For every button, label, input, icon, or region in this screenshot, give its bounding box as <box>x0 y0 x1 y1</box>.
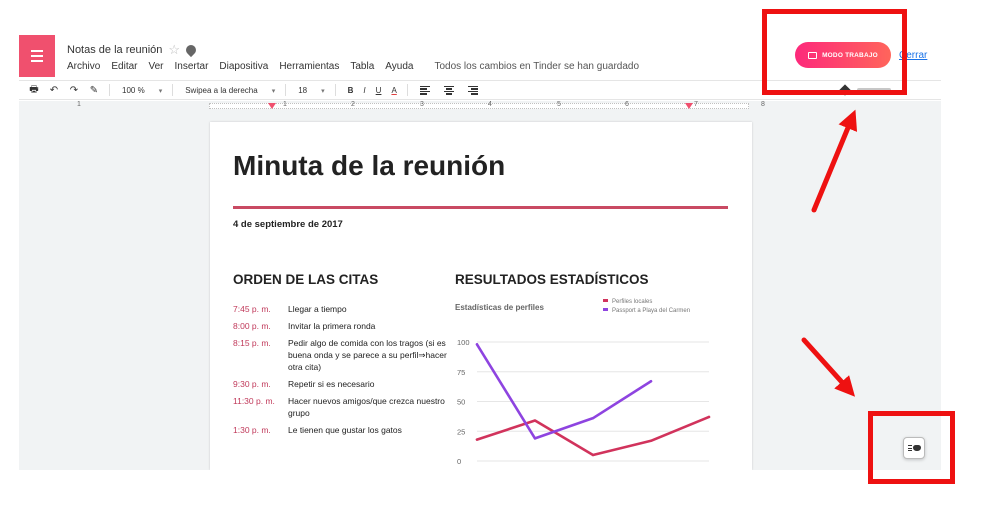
schedule-list <box>233 303 448 441</box>
ruler-number: 4 <box>488 101 492 108</box>
document-title: Minuta de la reunión <box>233 150 506 181</box>
chart-title: Estadísticas de perfiles <box>455 303 544 312</box>
toolbar-divider <box>407 84 408 96</box>
legend-label: Perfiles locales <box>612 299 653 305</box>
document-date: 4 de septiembre de 2017 <box>233 219 343 230</box>
results-heading: RESULTADOS ESTADÍSTICOS <box>455 272 649 287</box>
schedule-time: 11:30 p. m. <box>233 396 275 406</box>
highlight-box-work-mode <box>762 9 907 95</box>
menu-item[interactable]: Editar <box>111 61 138 72</box>
ruler-number: 6 <box>625 101 629 108</box>
toolbar-divider <box>172 84 173 96</box>
legend-label: Passport a Playa del Carmen <box>612 308 691 314</box>
ruler-number: 8 <box>761 101 765 108</box>
title-underline <box>233 206 728 209</box>
ruler-number: 2 <box>351 101 355 108</box>
legend-swatch <box>603 299 608 302</box>
ruler[interactable] <box>19 101 941 111</box>
align-center-icon[interactable] <box>444 86 454 95</box>
schedule-item <box>233 320 448 332</box>
italic-button[interactable]: I <box>363 85 366 95</box>
y-tick-label: 75 <box>457 367 466 377</box>
statistics-chart <box>447 295 717 470</box>
data-point <box>476 343 478 345</box>
legend-swatch <box>603 308 608 311</box>
y-tick-label: 0 <box>457 457 462 466</box>
y-tick-label: 100 <box>457 338 470 347</box>
undo-icon[interactable]: ↶ <box>49 84 59 96</box>
menu-bar-line <box>31 60 43 62</box>
doc-title[interactable]: Notas de la reunión <box>67 44 163 56</box>
series-line <box>477 344 651 438</box>
menu-item[interactable]: Ayuda <box>385 61 414 72</box>
toolbar-divider <box>285 84 286 96</box>
schedule-description: Llegar a tiempo <box>288 304 347 314</box>
schedule-time: 8:00 p. m. <box>233 321 271 331</box>
schedule-item <box>233 395 448 419</box>
y-tick-label: 25 <box>457 427 466 437</box>
ruler-number: 5 <box>557 101 561 108</box>
schedule-item <box>233 424 448 436</box>
schedule-heading: ORDEN DE LAS CITAS <box>233 272 379 287</box>
menu-bar <box>67 61 639 72</box>
toolbar-divider <box>335 84 336 96</box>
zoom-select[interactable] <box>122 86 162 95</box>
schedule-description: Hacer nuevos amigos/que crezca nuestro grupo <box>288 396 445 418</box>
save-status: Todos los cambios en Tinder se han guardado <box>434 61 640 72</box>
schedule-description: Le tienen que gustar los gatos <box>288 425 402 435</box>
ruler-number: 1 <box>283 101 287 108</box>
menu-item[interactable]: Diapositiva <box>219 61 269 72</box>
menu-item[interactable]: Insertar <box>174 61 209 72</box>
menu-bar-line <box>31 55 43 57</box>
style-select[interactable] <box>185 86 275 95</box>
schedule-description: Repetir si es necesario <box>288 379 375 389</box>
data-point <box>650 380 652 382</box>
data-point <box>592 417 594 419</box>
close-link[interactable]: Cerrar <box>899 50 928 61</box>
schedule-time: 7:45 p. m. <box>233 304 271 314</box>
menu-bar-line <box>31 50 43 52</box>
align-left-icon[interactable] <box>420 86 430 95</box>
data-point <box>476 438 478 440</box>
schedule-item <box>233 303 448 315</box>
flame-icon <box>184 43 198 57</box>
paint-format-icon[interactable]: ✎ <box>89 84 99 96</box>
hamburger-menu-button[interactable] <box>19 35 55 77</box>
work-mode-label: MODO TRABAJO <box>822 51 878 59</box>
data-point <box>592 454 594 456</box>
schedule-time: 8:15 p. m. <box>233 338 271 348</box>
font-size-select[interactable] <box>298 86 324 95</box>
data-point <box>708 416 710 418</box>
print-icon[interactable]: 🖶 <box>29 83 39 95</box>
schedule-time: 9:30 p. m. <box>233 379 271 389</box>
schedule-item <box>233 378 448 390</box>
menu-item[interactable]: Herramientas <box>279 61 340 72</box>
menu-item[interactable]: Ver <box>148 61 164 72</box>
series-line <box>477 417 709 455</box>
menu-item[interactable]: Archivo <box>67 61 101 72</box>
menu-item[interactable]: Tabla <box>350 61 375 72</box>
ruler-number: 3 <box>420 101 424 108</box>
schedule-time: 1:30 p. m. <box>233 425 271 435</box>
left-indent-marker[interactable] <box>268 103 276 109</box>
right-indent-marker[interactable] <box>685 103 693 109</box>
schedule-item <box>233 337 448 373</box>
text-color-button[interactable]: A <box>391 85 397 95</box>
chevron-down-icon: ▾ <box>158 87 163 95</box>
chevron-down-icon: ▾ <box>321 87 325 95</box>
data-point <box>534 437 536 439</box>
document-canvas <box>19 111 941 470</box>
schedule-description: Invitar la primera ronda <box>288 321 376 331</box>
doc-title-row <box>67 42 196 58</box>
document-page[interactable] <box>210 122 752 470</box>
align-right-icon[interactable] <box>468 86 478 95</box>
schedule-description: Pedir algo de comida con los tragos (si es buena onda y se parece a su perfil⇒hacer otra cita) <box>288 338 447 372</box>
y-tick-label: 50 <box>457 397 466 407</box>
zoom-value: 100 % <box>122 85 145 95</box>
underline-button[interactable]: U <box>375 85 382 95</box>
data-point <box>534 419 536 421</box>
style-value: Swipea a la derecha <box>185 85 258 95</box>
bold-button[interactable]: B <box>347 85 354 95</box>
chevron-down-icon: ▾ <box>271 87 276 95</box>
toolbar-divider <box>109 84 110 96</box>
highlight-box-chat-button <box>868 411 955 484</box>
redo-icon[interactable]: ↷ <box>69 84 79 96</box>
ruler-number: 7 <box>694 101 698 108</box>
star-icon[interactable]: ☆ <box>168 42 181 57</box>
data-point <box>650 440 652 442</box>
font-size-value: 18 <box>298 85 308 95</box>
ruler-number: 1 <box>77 101 81 108</box>
app-window <box>19 35 941 470</box>
ruler-page-area <box>209 103 749 109</box>
